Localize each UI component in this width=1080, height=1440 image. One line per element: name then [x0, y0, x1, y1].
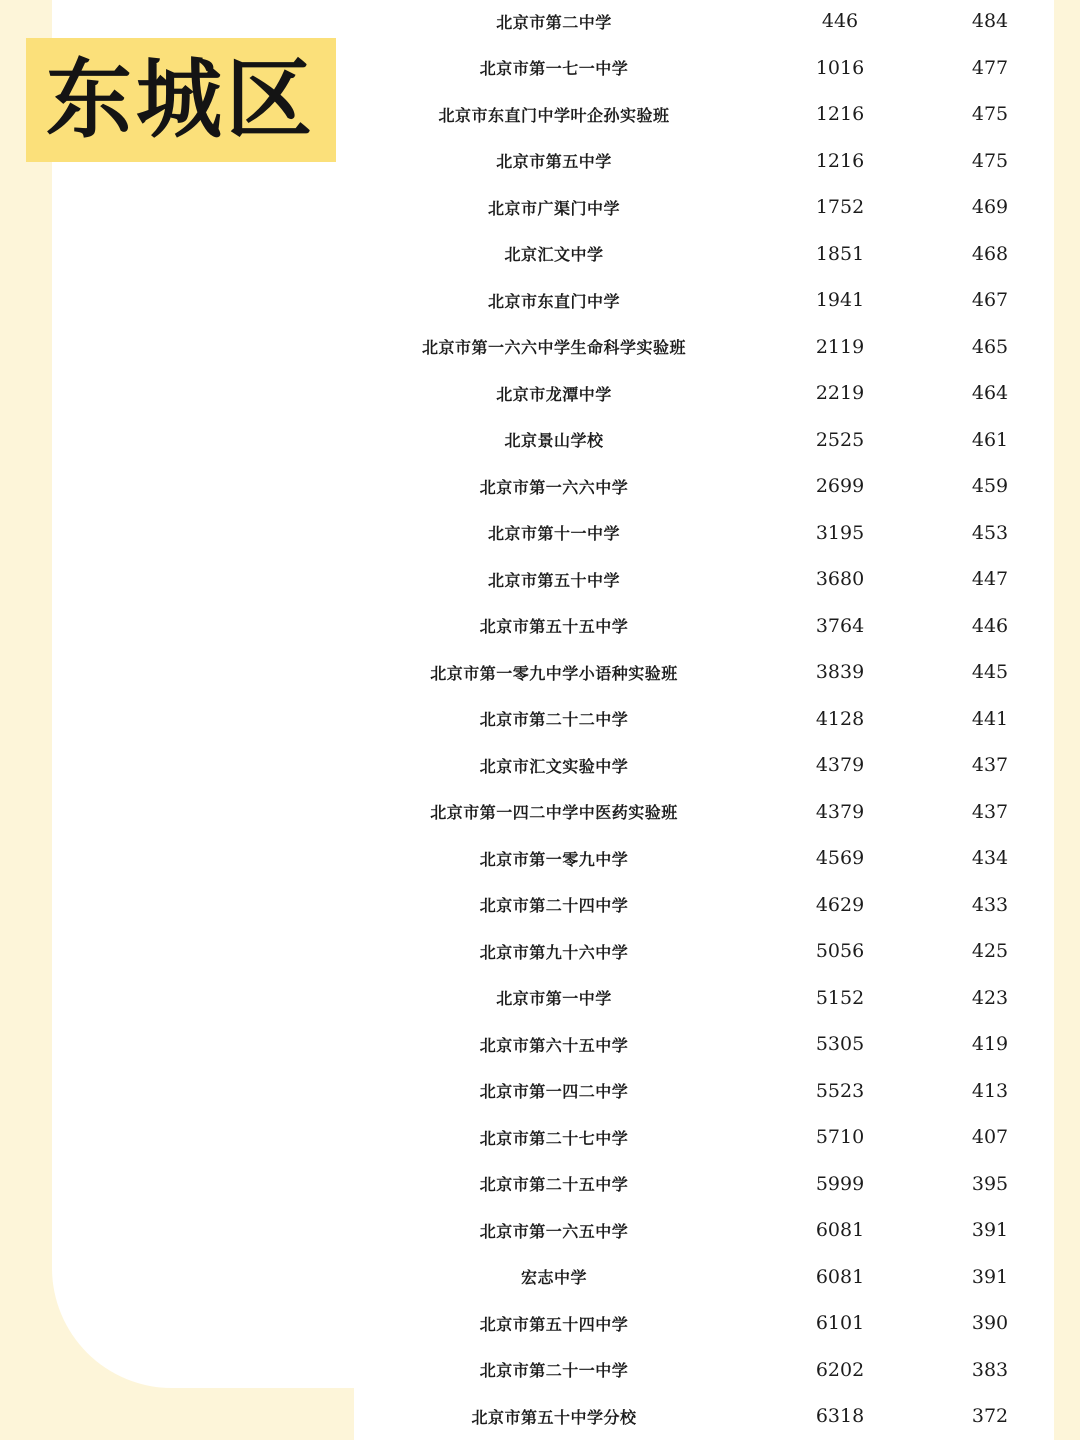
- rank-cell: 5710: [815, 1126, 865, 1148]
- score-cell: 477: [971, 56, 1009, 79]
- rank-cell: 6318: [815, 1405, 865, 1427]
- score-cell: 391: [971, 1265, 1009, 1288]
- score-cell: 484: [971, 10, 1009, 32]
- table-row: [354, 835, 1054, 882]
- table-row: [354, 556, 1054, 603]
- score-cell: 425: [971, 940, 1009, 962]
- rank-cell: 5056: [815, 940, 865, 962]
- table-row: [354, 1300, 1054, 1347]
- score-cell: 468: [971, 242, 1009, 265]
- table-row: [354, 928, 1054, 975]
- table-row: [354, 277, 1054, 324]
- school-name-cell: 北京市第一六六中学生命科学实验班: [421, 338, 686, 357]
- school-name-cell: 北京市汇文实验中学: [479, 756, 629, 776]
- school-name-cell: 北京市第一零九中学: [479, 849, 629, 869]
- school-name-cell: 北京市第一六六中学: [479, 477, 629, 497]
- school-name-cell: 北京市东直门中学叶企孙实验班: [438, 105, 670, 125]
- table-row: [354, 91, 1054, 138]
- score-cell: 437: [971, 800, 1009, 823]
- school-name-cell: 北京市第五中学: [496, 152, 612, 171]
- rank-cell: 2525: [815, 428, 865, 451]
- school-name-cell: 北京汇文中学: [504, 245, 604, 264]
- table-row: [354, 323, 1054, 370]
- rank-cell: 3680: [815, 568, 865, 590]
- rank-cell: 6081: [815, 1265, 865, 1288]
- table-row: [354, 1160, 1054, 1207]
- table-row: [354, 230, 1054, 277]
- score-cell: 419: [971, 1033, 1009, 1055]
- school-name-cell: 北京市第六十五中学: [479, 1035, 629, 1055]
- rank-cell: 4569: [815, 847, 865, 869]
- score-cell: 434: [971, 847, 1009, 869]
- school-name-cell: 北京市东直门中学: [487, 291, 620, 311]
- table-row: [354, 1346, 1054, 1393]
- rank-cell: 5152: [815, 986, 865, 1009]
- rank-cell: 1216: [815, 103, 865, 125]
- rank-cell: 446: [821, 10, 859, 32]
- table-row: [354, 0, 1054, 44]
- score-cell: 465: [971, 335, 1009, 358]
- table-row: [354, 742, 1054, 789]
- score-cell: 372: [971, 1405, 1009, 1427]
- table-row: [354, 44, 1054, 91]
- school-name-cell: 北京景山学校: [504, 431, 604, 450]
- score-cell: 390: [971, 1312, 1009, 1334]
- school-name-cell: 北京市第五十四中学: [479, 1314, 629, 1334]
- school-name-cell: 北京市第二十一中学: [479, 1361, 629, 1380]
- table-row: [354, 509, 1054, 556]
- score-cell: 441: [971, 707, 1009, 730]
- table-row: [354, 974, 1054, 1021]
- rank-cell: 1752: [815, 196, 865, 218]
- score-cell: 475: [971, 103, 1009, 125]
- score-cell: 391: [971, 1219, 1009, 1241]
- table-row: [354, 370, 1054, 417]
- rank-cell: 2219: [815, 382, 865, 404]
- score-cell: 407: [971, 1126, 1009, 1148]
- school-name-cell: 北京市第九十六中学: [479, 942, 629, 962]
- rank-cell: 2699: [815, 475, 865, 497]
- table-row: [354, 1114, 1054, 1161]
- rank-cell: 1216: [815, 149, 865, 172]
- rank-cell: 5999: [815, 1172, 865, 1195]
- score-cell: 467: [971, 289, 1009, 311]
- school-name-cell: 北京市广渠门中学: [487, 198, 620, 218]
- rank-cell: 3764: [815, 614, 865, 637]
- school-name-cell: 北京市第一中学: [496, 989, 612, 1008]
- rank-cell: 3839: [815, 661, 865, 683]
- table-row: [354, 1207, 1054, 1254]
- score-cell: 383: [971, 1358, 1009, 1381]
- school-name-cell: 北京市第二十七中学: [479, 1128, 629, 1148]
- rank-cell: 4128: [815, 707, 865, 730]
- school-name-cell: 北京市第二十二中学: [479, 710, 629, 729]
- rank-cell: 1016: [815, 56, 865, 79]
- left-panel: [52, 0, 392, 1388]
- score-cell: 446: [971, 614, 1009, 637]
- table-row: [354, 788, 1054, 835]
- score-cell: 464: [971, 382, 1009, 404]
- rank-cell: 6081: [815, 1219, 865, 1241]
- score-cell: 395: [971, 1172, 1009, 1195]
- rank-cell: 3195: [815, 521, 865, 544]
- rank-cell: 5305: [815, 1033, 865, 1055]
- school-name-cell: 北京市第二十四中学: [479, 896, 629, 915]
- rank-cell: 2119: [815, 335, 865, 358]
- rank-cell: 4379: [815, 800, 865, 823]
- school-name-cell: 北京市第一零九中学小语种实验班: [430, 663, 678, 683]
- school-name-cell: 北京市第五十中学分校: [471, 1407, 637, 1427]
- table-row: [354, 695, 1054, 742]
- table-row: [354, 1253, 1054, 1300]
- school-name-cell: 北京市第一四二中学: [479, 1082, 629, 1101]
- score-cell: 461: [971, 428, 1009, 451]
- rank-cell: 1851: [815, 242, 865, 265]
- score-cell: 445: [971, 661, 1009, 683]
- score-cell: 433: [971, 893, 1009, 916]
- school-name-cell: 宏志中学: [520, 1268, 587, 1287]
- district-title: 东城区: [46, 50, 316, 150]
- rank-cell: 4629: [815, 893, 865, 916]
- rank-cell: 4379: [815, 754, 865, 776]
- school-name-cell: 北京市第一六五中学: [479, 1221, 629, 1241]
- score-cell: 453: [971, 521, 1009, 544]
- rank-cell: 6101: [815, 1312, 865, 1334]
- table-row: [354, 881, 1054, 928]
- table-row: [354, 1393, 1054, 1440]
- table-row: [354, 416, 1054, 463]
- table-row: [354, 137, 1054, 184]
- table-row: [354, 463, 1054, 510]
- score-cell: 437: [971, 754, 1009, 776]
- table-row: [354, 184, 1054, 231]
- table-row: [354, 1067, 1054, 1114]
- score-cell: 475: [971, 149, 1009, 172]
- school-name-cell: 北京市第二十五中学: [479, 1175, 629, 1194]
- school-name-cell: 北京市第一四二中学中医药实验班: [430, 803, 678, 822]
- district-tag: [26, 38, 336, 162]
- school-name-cell: 北京市第五十五中学: [479, 617, 629, 636]
- rank-cell: 1941: [815, 289, 865, 311]
- score-cell: 413: [971, 1079, 1009, 1102]
- table-row: [354, 649, 1054, 696]
- school-name-cell: 北京市第二中学: [496, 12, 612, 32]
- table-row: [354, 602, 1054, 649]
- score-cell: 469: [971, 196, 1009, 218]
- score-cell: 459: [971, 475, 1009, 497]
- table-row: [354, 1021, 1054, 1068]
- rank-cell: 5523: [815, 1079, 865, 1102]
- score-table-sheet: [354, 0, 1054, 1440]
- score-cell: 423: [971, 986, 1009, 1009]
- school-name-cell: 北京市第一七一中学: [479, 59, 629, 78]
- rank-cell: 6202: [815, 1358, 865, 1381]
- school-name-cell: 北京市第五十中学: [487, 570, 620, 590]
- school-name-cell: 北京市第十一中学: [487, 524, 620, 543]
- score-cell: 447: [971, 568, 1009, 590]
- school-name-cell: 北京市龙潭中学: [496, 384, 612, 404]
